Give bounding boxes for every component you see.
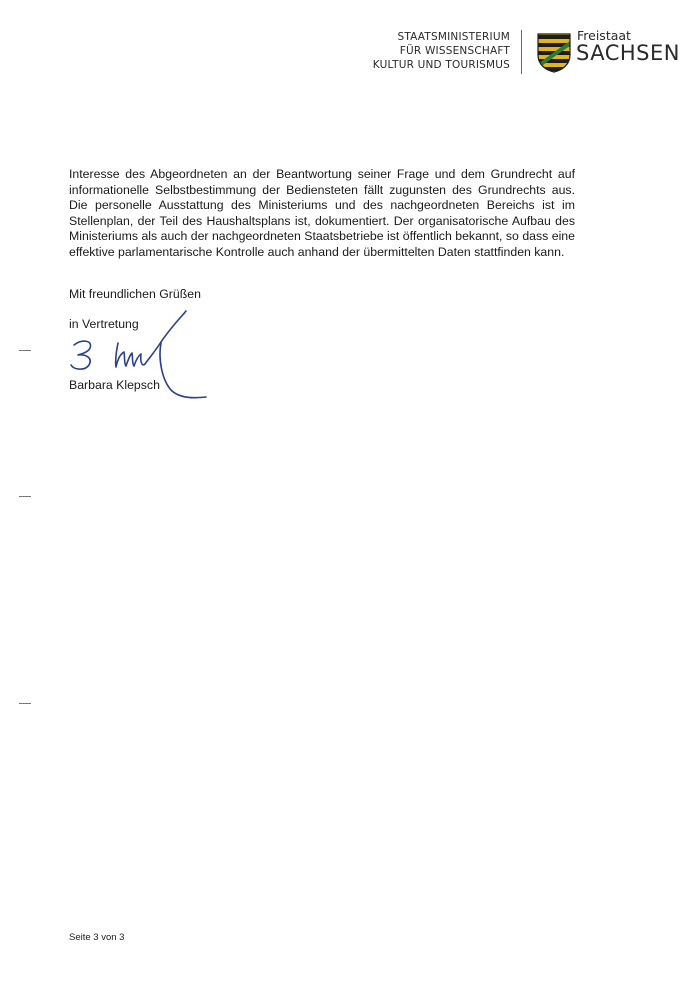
ministry-line-1: STAATSMINISTERIUM — [397, 31, 510, 43]
brand-freistaat: Freistaat — [577, 28, 631, 43]
letter-body: Interesse des Abgeordneten an der Beantwortung seiner Frage und dem Grundrecht auf informationelle Selbstbestimmung der Bediensteten fällt zugunsten des Grundrechts aus. Die personelle Ausstattung des Ministeriums und des nachgeordneten Bereichs ist im Stellenplan, der Teil des Haushaltsplans ist, dokumentiert. Der organisatorische Aufbau des Ministeriums als auch der nachgeordneten Staatsbetriebe ist öffentlich bekannt, so dass eine effektive parlamentarische Kontrolle auch anhand der übermittelten Daten stattfinden kann. — [69, 167, 575, 259]
fold-mark — [19, 496, 31, 497]
ministry-line-3: KULTUR UND TOURISMUS — [372, 59, 510, 71]
brand-sachsen: SACHSEN — [576, 41, 680, 65]
closing-greeting: Mit freundlichen Grüßen — [69, 287, 201, 301]
fold-mark — [19, 350, 31, 351]
ministry-line-2: FÜR WISSENSCHAFT — [399, 45, 510, 57]
signer-name: Barbara Klepsch — [69, 378, 160, 392]
ministry-name — [373, 30, 510, 72]
header-divider — [521, 30, 522, 74]
fold-mark — [19, 703, 31, 704]
saxony-crest-icon — [537, 33, 571, 73]
deputy-note: in Vertretung — [69, 317, 139, 331]
page-number: Seite 3 von 3 — [69, 932, 125, 943]
